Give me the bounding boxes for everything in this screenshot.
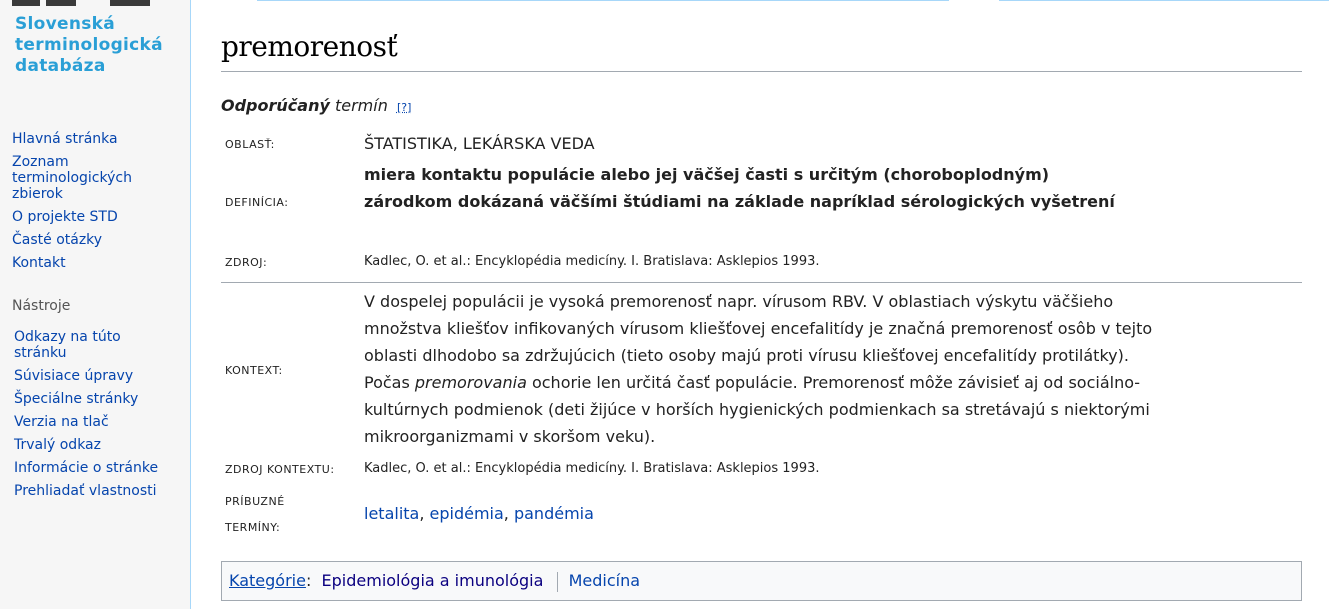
context-text: V dospelej populácii je vysoká premorenosť napr. vírusom RBV. V oblastiach výskytu väčšieho množstva kliešťov infikovaných vírusom kliešťovej encefalitídy je značná premorenosť osôb v tejto oblasti dlhodobo sa zdržujúcich (tieto osoby majú proti vírusu kliešťovej encefalitídy protilátky). Počas [364, 292, 1153, 392]
field-value-context-source: Kadlec, O. et al.: Encyklopédia medicíny. I. Bratislava: Asklepios 1993. [364, 461, 820, 476]
nav-link-collections[interactable]: Zoznam terminologických zbierok [12, 154, 132, 202]
logo-line: terminologická [15, 35, 163, 55]
tool-link-print-version[interactable]: Verzia na tlač [14, 414, 109, 430]
help-link[interactable]: [?] [396, 101, 412, 114]
field-label-related-2: TERMÍNY: [225, 521, 281, 534]
tabs-divider [257, 0, 949, 1]
term-status-text: termín [334, 96, 388, 115]
field-label-context-source: ZDROJ KONTEXTU: [225, 463, 335, 476]
categories-label: Kategórie [229, 571, 306, 590]
tabs-divider [999, 0, 1329, 1]
tool-link-whatlinkshere[interactable]: Odkazy na túto stránku [14, 329, 121, 361]
related-separator: , [503, 504, 514, 523]
tool-link-browse-properties[interactable]: Prehliadať vlastnosti [14, 483, 157, 499]
tool-link-related-changes[interactable]: Súvisiace úpravy [14, 368, 134, 384]
field-value-domain: ŠTATISTIKA, LEKÁRSKA VEDA [364, 134, 595, 153]
tool-link-special-pages[interactable]: Špeciálne stránky [14, 391, 139, 407]
logo-line: Slovenská [15, 14, 116, 34]
tool-link-page-info[interactable]: Informácie o stránke [14, 460, 159, 476]
categories-colon: : [305, 571, 312, 590]
section-divider [221, 282, 1302, 283]
field-label-related-1: PRÍBUZNÉ [225, 495, 285, 508]
field-label-source: ZDROJ: [225, 256, 268, 269]
related-terms [364, 500, 594, 527]
nav-link-faq[interactable]: Časté otázky [12, 232, 103, 248]
related-term-link[interactable]: letalita [364, 504, 420, 523]
logo-line: databáza [15, 56, 106, 76]
nav-link-contact[interactable]: Kontakt [12, 255, 66, 271]
related-separator: , [419, 504, 430, 523]
field-label-definition: DEFINÍCIA: [225, 196, 289, 209]
site-logo[interactable] [15, 14, 185, 77]
related-term-link[interactable]: epidémia [429, 504, 504, 523]
related-term-link[interactable]: pandémia [513, 504, 594, 523]
tools-heading: Nástroje [12, 298, 71, 314]
main-content [190, 0, 1329, 609]
logo-graphic [12, 0, 152, 6]
category-separator [557, 572, 558, 592]
category-links [221, 561, 1302, 601]
sidebar [0, 0, 190, 609]
page-title: premorenosť [221, 30, 398, 63]
field-label-context: KONTEXT: [225, 364, 283, 377]
categories-label-link[interactable] [229, 571, 306, 590]
tool-link-permalink[interactable]: Trvalý odkaz [14, 437, 101, 453]
context-text: ochorie len určitá časť populácie. Premorenosť môže závisieť aj od sociálno-kultúrnych podmienok (deti žijúce v horších hygienických podmienkach sa stretávajú s niektorými mikroorganizmami v skoršom veku). [364, 373, 1150, 446]
term-status-bold: Odporúčaný [221, 96, 330, 115]
term-status [221, 96, 411, 115]
field-value-context [364, 288, 1154, 450]
nav-link-about[interactable]: O projekte STD [12, 209, 118, 225]
nav-link-main-page[interactable]: Hlavná stránka [12, 131, 118, 147]
field-label-domain: OBLASŤ: [225, 138, 275, 151]
field-value-source: Kadlec, O. et al.: Encyklopédia medicíny. I. Bratislava: Asklepios 1993. [364, 254, 820, 269]
field-value-definition: miera kontaktu populácie alebo jej väčšej časti s určitým (choroboplodným) zárodkom dokázaná väčšími štúdiami na základe napríklad sérologických vyšetrení [364, 165, 1115, 211]
context-italic-term: premorovania [414, 373, 527, 392]
category-link-medicine[interactable]: Medicína [568, 571, 641, 590]
main-navigation [12, 131, 162, 278]
category-link-epidemiology[interactable]: Epidemiológia a imunológia [321, 571, 544, 590]
title-divider [221, 71, 1302, 72]
tools-navigation [14, 329, 164, 506]
